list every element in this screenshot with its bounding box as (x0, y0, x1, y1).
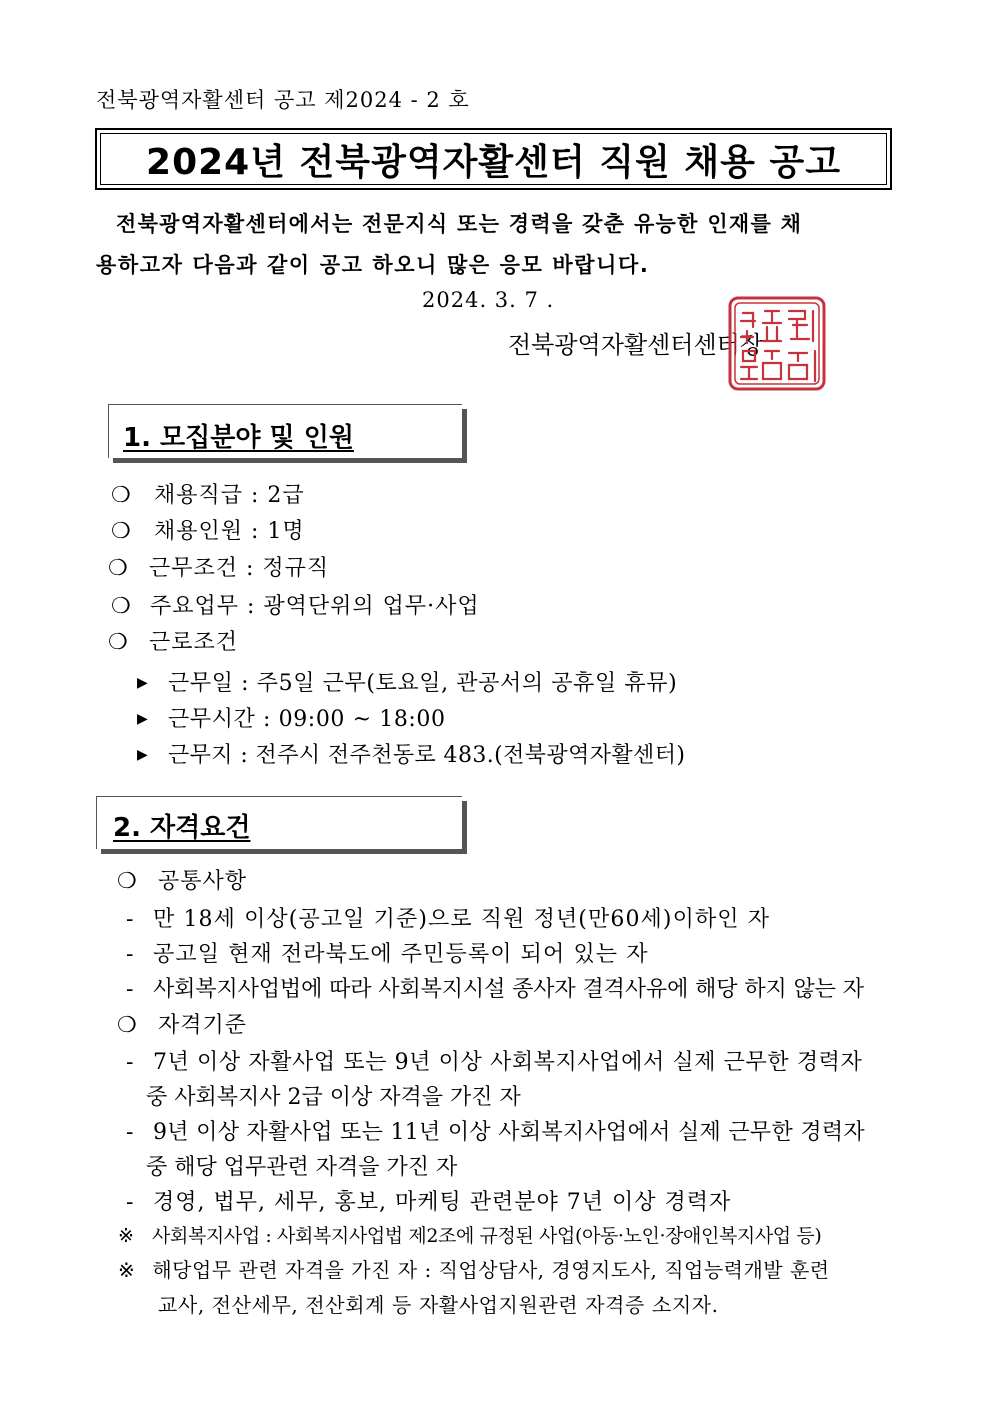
list-item-continuation: 중 사회복지사 2급 이상 자격을 가진 자 (146, 1085, 521, 1110)
list-item (108, 625, 238, 656)
note-1 (118, 1221, 821, 1248)
list-item-continuation: 중 해당 업무관련 자격을 가진 자 (146, 1155, 458, 1180)
circle-bullet-icon: ❍ (117, 1013, 137, 1038)
item-text: 공고일 현재 전라북도에 주민등록이 되어 있는 자 (153, 942, 649, 967)
title-box-inner (100, 133, 887, 185)
triangle-bullet-icon: ▶ (137, 675, 148, 691)
intro-line-2: 용하고자 다음과 같이 공고 하오니 많은 응모 바랍니다. (96, 253, 650, 277)
triangle-bullet-icon: ▶ (137, 747, 148, 763)
item-text: 채용직급 : 2급 (154, 483, 305, 508)
common-heading: 공통사항 (158, 869, 248, 894)
dash-bullet: - (126, 1190, 134, 1215)
item-text: 주요업무 : 광역단위의 업무·사업 (150, 594, 480, 619)
dash-bullet: - (126, 1120, 134, 1145)
dash-bullet: - (126, 942, 134, 967)
sub-item-text: 근무지 : 전주시 전주천동로 483.(전북광역자활센터) (168, 743, 686, 768)
note-2-continuation: 교사, 전산세무, 전산회계 등 자활사업지원관련 자격증 소지자. (158, 1293, 719, 1317)
list-item (126, 902, 770, 933)
reference-mark-icon: ※ (118, 1225, 134, 1247)
sub-list-item (137, 738, 685, 769)
item-text: 경영, 법무, 세무, 홍보, 마케팅 관련분야 7년 이상 경력자 (153, 1190, 732, 1215)
sub-item-text: 근무시간 : 09:00 ~ 18:00 (168, 707, 446, 732)
circle-bullet-icon: ❍ (108, 556, 128, 581)
dash-bullet: - (126, 1050, 134, 1075)
title-box (95, 128, 892, 190)
dash-bullet: - (126, 977, 134, 1002)
item-text: 채용인원 : 1명 (154, 519, 305, 544)
list-item (126, 1115, 865, 1146)
list-item (126, 937, 649, 968)
list-item (111, 478, 305, 509)
item-text: 7년 이상 자활사업 또는 9년 이상 사회복지사업에서 실제 근무한 경력자 (153, 1050, 863, 1075)
section-1-title: 1. 모집분야 및 인원 (123, 423, 354, 453)
note-2 (118, 1254, 830, 1283)
section-2-title: 2. 자격요건 (113, 813, 251, 843)
sub-list-item (137, 666, 677, 697)
sub-list-item (137, 702, 446, 733)
reference-mark-icon: ※ (118, 1258, 135, 1282)
list-item (126, 972, 864, 1003)
intro-line-1: 전북광역자활센터에서는 전문지식 또는 경력을 갖춘 유능한 인재를 채 (116, 212, 803, 236)
item-text: 만 18세 이상(공고일 기준)으로 직원 정년(만60세)이하인 자 (153, 907, 771, 932)
circle-bullet-icon: ❍ (117, 869, 137, 894)
triangle-bullet-icon: ▶ (137, 711, 148, 727)
official-seal-stamp (727, 295, 827, 392)
list-item (108, 551, 329, 582)
page-title: 2024년 전북광역자활센터 직원 채용 공고 (146, 141, 841, 183)
circle-bullet-icon: ❍ (111, 483, 131, 508)
list-item (111, 514, 305, 545)
circle-bullet-icon: ❍ (108, 630, 128, 655)
seal-icon (727, 295, 827, 392)
note-text: 해당업무 관련 자격을 가진 자 : 직업상담사, 경영지도사, 직업능력개발 훈련 (152, 1258, 830, 1282)
item-text: 근로조건 (149, 630, 239, 655)
section-2-header (96, 796, 462, 849)
item-text: 사회복지사업법에 따라 사회복지시설 종사자 결격사유에 해당 하지 않는 자 (153, 977, 864, 1002)
list-item (126, 1045, 862, 1076)
list-item (126, 1185, 731, 1216)
list-item (111, 589, 480, 620)
circle-bullet-icon: ❍ (111, 594, 131, 619)
section-1-header (108, 404, 462, 458)
notice-number: 전북광역자활센터 공고 제2024 - 2 호 (96, 88, 470, 112)
note-text: 사회복지사업 : 사회복지사업법 제2조에 규정된 사업(아동·노인·장애인복지사업 등) (152, 1225, 822, 1247)
criteria-heading: 자격기준 (158, 1013, 248, 1038)
item-text: 근무조건 : 정규직 (149, 556, 330, 581)
sub-item-text: 근무일 : 주5일 근무(토요일, 관공서의 공휴일 휴뮤) (168, 671, 678, 696)
sub-heading (117, 1008, 247, 1039)
organization-head: 전북광역자활센터센터장 (508, 331, 764, 359)
dash-bullet: - (126, 907, 134, 932)
circle-bullet-icon: ❍ (111, 519, 131, 544)
notice-date: 2024. 3. 7 . (422, 288, 555, 312)
item-text: 9년 이상 자활사업 또는 11년 이상 사회복지사업에서 실제 근무한 경력자 (153, 1120, 865, 1145)
sub-heading (117, 864, 247, 895)
